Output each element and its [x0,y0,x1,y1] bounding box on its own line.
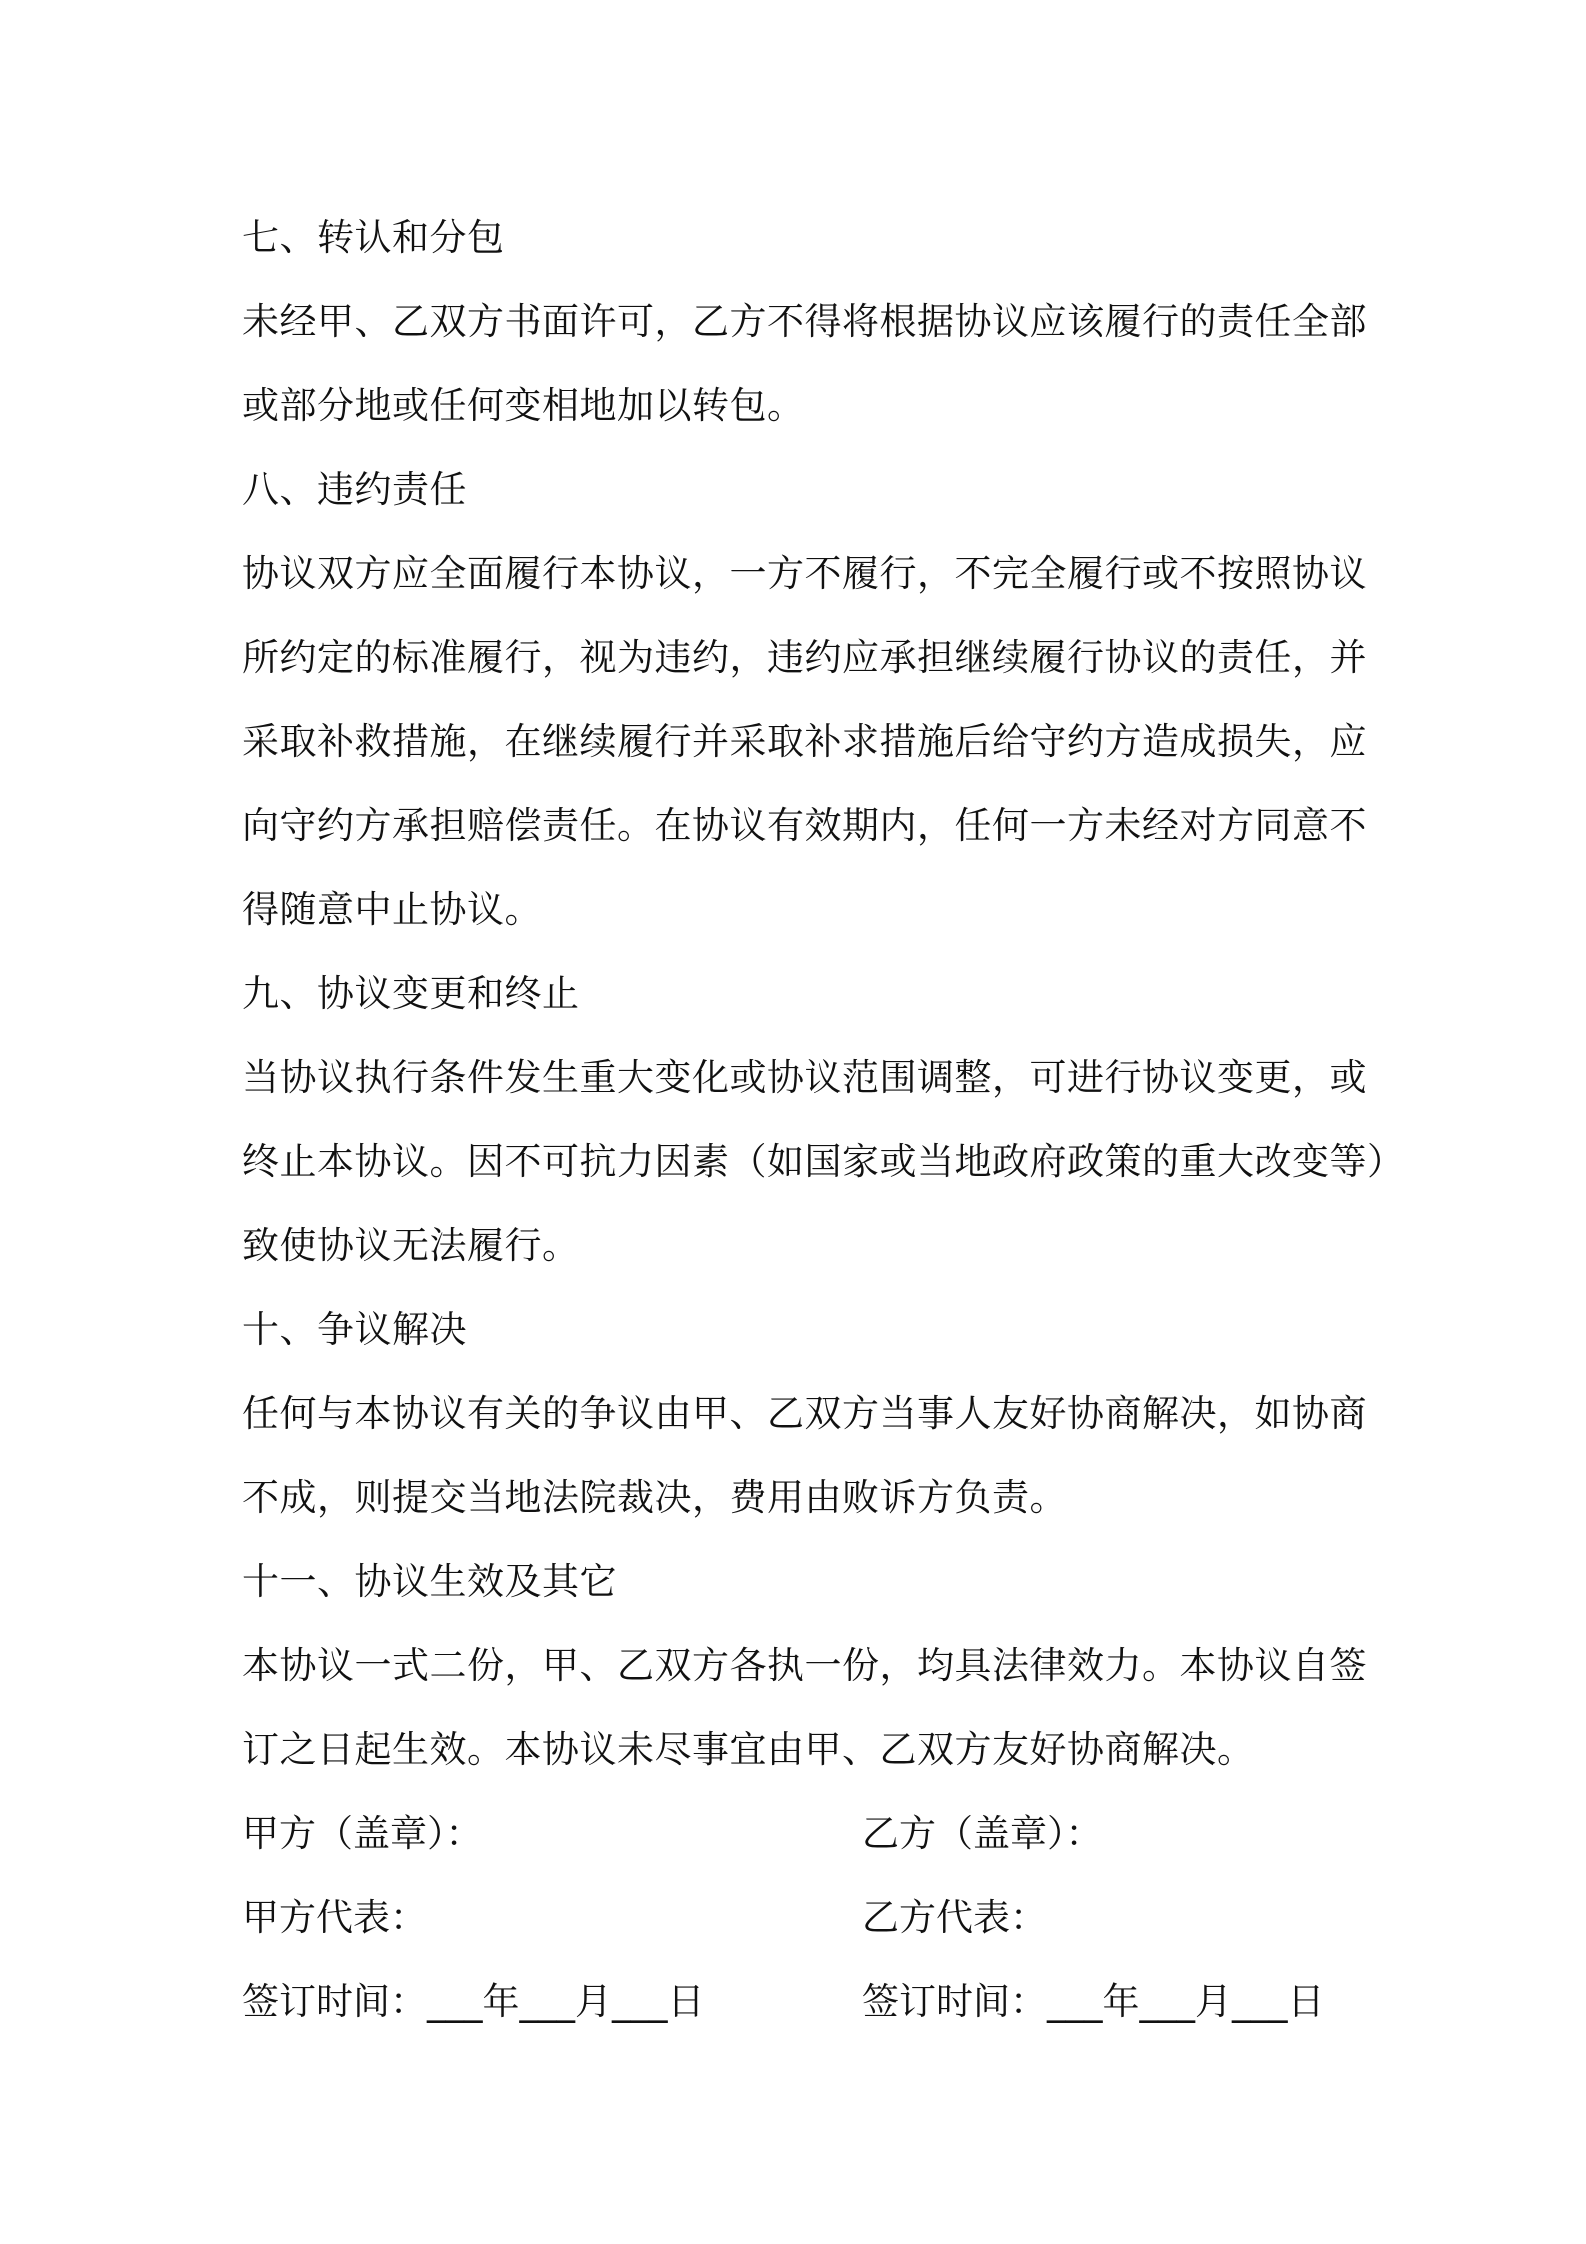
section-7-line-2: 或部分地或任何变相地加以转包。 [242,384,805,427]
section-8-title: 八、违约责任 [242,468,467,511]
signature-representative-row [242,1876,1356,1960]
party-a-seal-label: 甲方（盖章）： [242,1812,483,1855]
section-8-line-3: 采取补救措施，在继续履行并采取补求措施后给守约方造成损失，应 [242,720,1367,763]
signature-seal-row [242,1792,1356,1876]
section-7-line-1: 未经甲、乙双方书面许可，乙方不得将根据协议应该履行的责任全部 [242,300,1367,343]
party-a-representative-label: 甲方代表： [242,1896,427,1939]
party-b-date-label: 签订时间：___年___月___日 [862,1980,1325,2023]
section-7-title: 七、转认和分包 [242,216,505,259]
section-11-line-2: 订之日起生效。本协议未尽事宜由甲、乙双方友好协商解决。 [242,1728,1255,1771]
section-9-line-2: 终止本协议。因不可抗力因素（如国家或当地政府政策的重大改变等） [242,1140,1405,1183]
section-9-line-3: 致使协议无法履行。 [242,1224,580,1267]
document-body [242,196,1405,2044]
section-8-line-1: 协议双方应全面履行本协议，一方不履行，不完全履行或不按照协议 [242,552,1367,595]
party-b-representative-label: 乙方代表： [862,1896,1047,1939]
section-9-line-1: 当协议执行条件发生重大变化或协议范围调整，可进行协议变更，或 [242,1056,1367,1099]
section-10-line-2: 不成，则提交当地法院裁决，费用由败诉方负责。 [242,1476,1067,1519]
section-10-line-1: 任何与本协议有关的争议由甲、乙双方当事人友好协商解决，如协商 [242,1392,1367,1435]
section-10-title: 十、争议解决 [242,1308,467,1351]
signature-date-row [242,1960,1356,2044]
section-11-title: 十一、协议生效及其它 [242,1560,617,1603]
party-a-date-label: 签订时间：___年___月___日 [242,1980,705,2023]
section-9-title: 九、协议变更和终止 [242,972,580,1015]
party-b-seal-label: 乙方（盖章）： [862,1812,1103,1855]
section-8-line-4: 向守约方承担赔偿责任。在协议有效期内，任何一方未经对方同意不 [242,804,1367,847]
section-8-line-2: 所约定的标准履行，视为违约，违约应承担继续履行协议的责任，并 [242,636,1367,679]
section-11-line-1: 本协议一式二份，甲、乙双方各执一份，均具法律效力。本协议自签 [242,1644,1367,1687]
section-8-line-5: 得随意中止协议。 [242,888,542,931]
